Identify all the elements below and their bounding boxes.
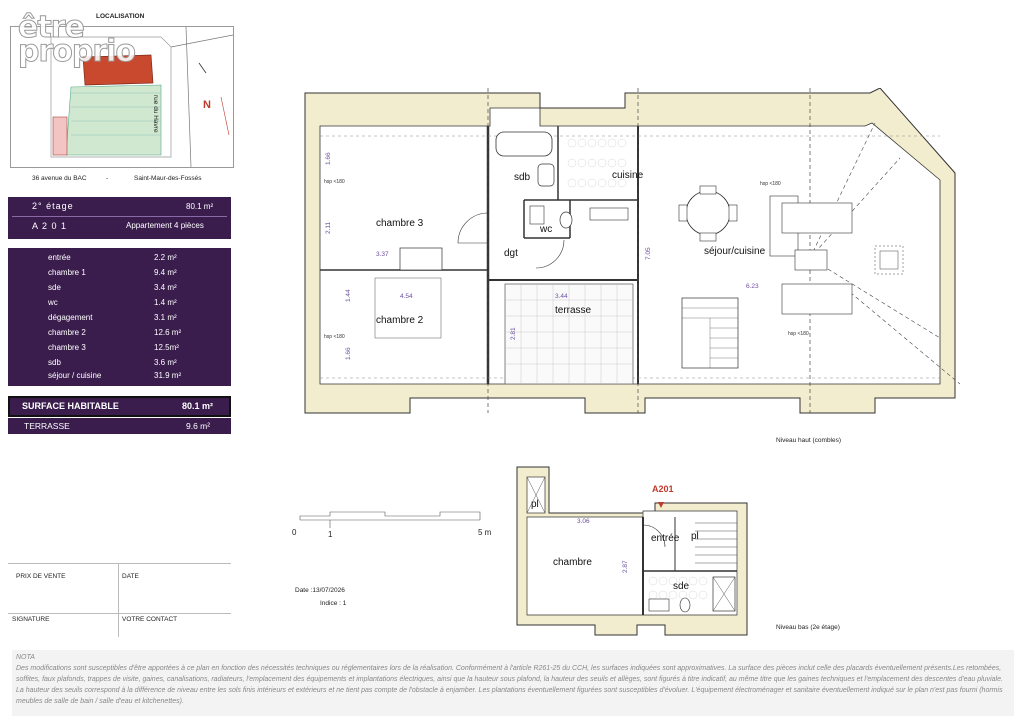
signature-label: SIGNATURE (12, 616, 50, 623)
room-label-chambre2: chambre 2 (376, 315, 424, 326)
floor-label: 2° étage (32, 201, 74, 211)
street-label: rue du Havre (152, 95, 159, 133)
dimension-label: 1.44 (345, 289, 352, 302)
scale-zero: 0 (292, 528, 297, 537)
nota-title: NOTA (16, 654, 35, 661)
room-name: chambre 2 (48, 328, 86, 337)
sale-block (8, 563, 231, 637)
dimension-label: 3.06 (577, 518, 590, 525)
address-separator: - (106, 175, 109, 182)
dimension-label: 4.54 (400, 293, 413, 300)
sale-divider-top (8, 563, 231, 564)
sofa-icon (782, 203, 852, 233)
room-area: 3.1 m² (154, 313, 177, 322)
dimension-label: 2.81 (510, 327, 517, 340)
terrace-total (8, 418, 231, 434)
bathtub-icon (496, 132, 552, 156)
room-name: chambre 1 (48, 268, 86, 277)
sale-divider-mid (118, 563, 119, 637)
ceiling-height-note: hsp <180 (324, 179, 345, 185)
scale-one: 1 (328, 530, 333, 539)
room-area: 3.4 m² (154, 283, 177, 292)
sink-icon (538, 164, 554, 186)
room-area: 2.2 m² (154, 253, 177, 262)
ceiling-height-note: hsp <180 (788, 331, 809, 337)
room-name: séjour / cuisine (48, 371, 102, 380)
dimension-label: 6.23 (746, 283, 759, 290)
room-name: sdb (48, 358, 61, 367)
plan-upper-level (300, 88, 990, 428)
terrace-label: TERRASSE (24, 421, 70, 431)
room-area: 3.6 m² (154, 358, 177, 367)
city: Saint-Maur-des-Fossés (134, 175, 202, 182)
plan-indice: Indice : 1 (320, 600, 347, 607)
scale-five: 5 m (478, 528, 492, 537)
room-name: wc (48, 298, 58, 307)
room-label-cuisine: cuisine (612, 170, 644, 181)
logo: être proprio (18, 10, 136, 69)
room-name: dégagement (48, 313, 93, 322)
ceiling-height-note: hsp <180 (324, 334, 345, 340)
upper-level-label: Niveau haut (combles) (776, 437, 842, 444)
apartment-type: Appartement 4 pièces (126, 221, 204, 230)
dimension-label: 3.37 (376, 251, 389, 258)
rooms-table (8, 248, 231, 386)
toilet-icon (560, 212, 572, 228)
surface-value: 80.1 m² (182, 401, 214, 411)
kitchen-hob-icon (590, 208, 628, 220)
scale-bar (290, 508, 490, 538)
ceiling-height-note: hsp <180 (760, 181, 781, 187)
room-label-wc: wc (540, 224, 553, 235)
date-label: DATE (122, 573, 139, 580)
surface-total (8, 396, 231, 417)
dimension-label: 2.11 (325, 221, 332, 234)
room-name: sde (48, 283, 61, 292)
floor-area: 80.1 m² (186, 202, 214, 211)
bed-icon (400, 248, 442, 270)
room-name: chambre 3 (48, 343, 86, 352)
room-label-sdb: sdb (514, 172, 531, 183)
dimension-label: 1.66 (345, 347, 352, 360)
room-label-pl: pl (531, 499, 539, 510)
dimension-label: 2.87 (622, 560, 629, 573)
contact-label: VOTRE CONTACT (122, 616, 178, 623)
room-area: 12.6 m² (154, 328, 182, 337)
room-label-chambre: chambre (553, 557, 592, 568)
price-label: PRIX DE VENTE (16, 573, 66, 580)
plan-date: Date :13/07/2026 (295, 587, 345, 594)
plan-lower-level (515, 465, 770, 640)
room-area: 1.4 m² (154, 298, 177, 307)
nota-block (12, 650, 1014, 716)
address: 36 avenue du BAC (32, 175, 87, 182)
nota-text: Des modifications sont susceptibles d'être apportées à ce plan en fonction des nécessités techniques ou réglementaires lors de la réalisation. Conformément à l'article R261-25 du CCH, les surfaces indiquées sont approximatives. La surface des pièces inclut celle des placards éventuellement présents.Les retombées, soffites, faux plafonds, trappes de visite, gaines, canalisations, radiateurs, l'emplacement des équipements et implantations électriques, ainsi que la hauteur sous plafond, la hauteur des seuils et allèges, sont figurés à titre indicatif, au même titre que les gaines techniques et l'emplacement des descentes d'eau pluviale. La hauteur des seuils correspond à la différence de niveau entre les sols finis intérieurs et extérieurs et ne tient pas compte de l'obstacle à enjamber. Les plantations éventuellement figurées sont susceptibles d'évoluer. L'équipement électroménager et sanitaire éventuellement indiqué sur le plan n'est pas fourni (hormis meubles de salle de bain / salle d'eau et kitchenettes). (16, 665, 1003, 705)
coffee-table-icon (795, 250, 827, 270)
room-area: 12.5m² (154, 343, 179, 352)
room-label-chambre3: chambre 3 (376, 218, 424, 229)
dimension-label: 7.05 (645, 247, 652, 260)
sink-icon (649, 599, 669, 611)
room-label-sejour: séjour/cuisine (704, 246, 766, 257)
lot-tag: A201 (652, 484, 674, 494)
north-arrow-icon: N (203, 99, 211, 111)
summary-divider (12, 216, 227, 217)
room-area: 9.4 m² (154, 268, 177, 277)
sofa-icon (782, 284, 852, 314)
toilet-icon (680, 598, 690, 612)
dimension-label: 3.44 (555, 293, 568, 300)
lower-level-label: Niveau bas (2e étage) (776, 624, 840, 631)
room-label-dgt: dgt (504, 248, 518, 259)
localisation-title: LOCALISATION (96, 13, 145, 20)
dimension-label: 1.66 (325, 152, 332, 165)
room-label-entree: entrée (651, 533, 680, 544)
dining-table-icon (686, 191, 730, 235)
room-label-terrasse: terrasse (555, 305, 592, 316)
room-name: entrée (48, 253, 71, 262)
lot-number: A 2 0 1 (32, 221, 68, 231)
summary-panel (8, 197, 231, 239)
room-label-pl2: pl (691, 531, 699, 542)
room-label-sde: sde (673, 581, 690, 592)
room-area: 31.9 m² (154, 371, 182, 380)
surface-label: SURFACE HABITABLE (22, 401, 119, 411)
terrace-value: 9.6 m² (186, 421, 211, 431)
sale-divider-row (8, 613, 231, 614)
